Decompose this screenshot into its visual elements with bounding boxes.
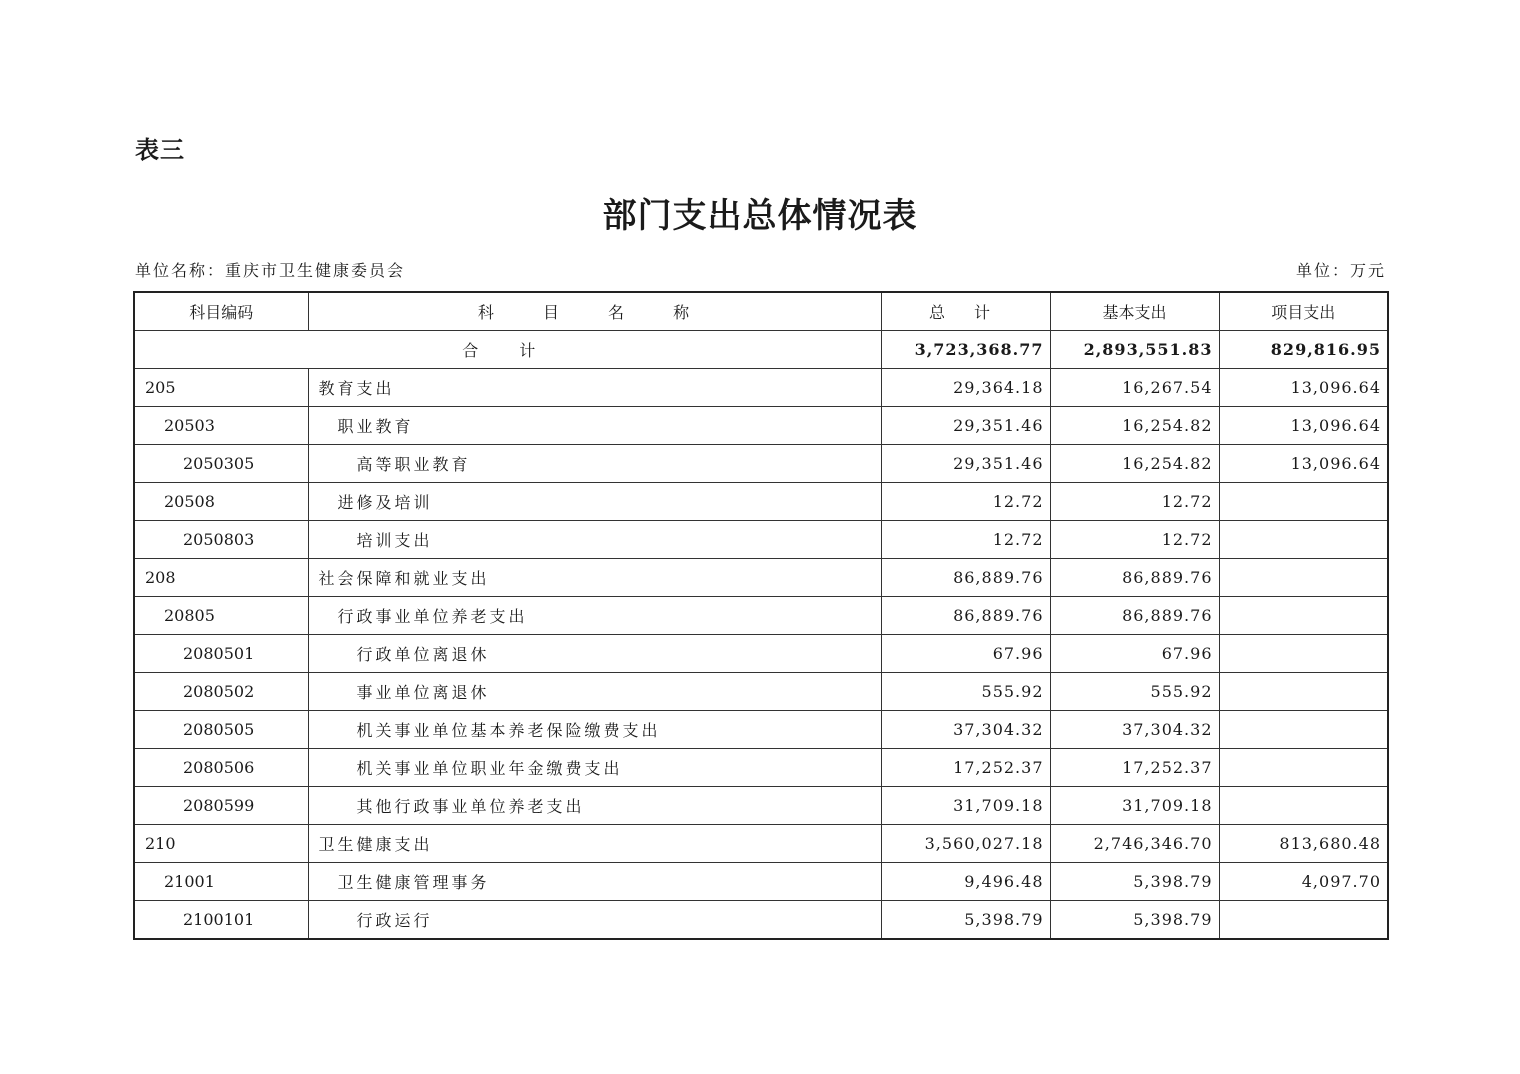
summary-label: 合 计 — [134, 331, 881, 369]
summary-project: 829,816.95 — [1219, 331, 1388, 369]
row-code: 205 — [134, 369, 308, 407]
summary-total: 3,723,368.77 — [881, 331, 1050, 369]
column-header-project: 项目支出 — [1219, 292, 1388, 331]
row-total: 29,351.46 — [881, 445, 1050, 483]
row-code: 2080599 — [134, 787, 308, 825]
table-row — [134, 369, 1388, 407]
row-project — [1219, 901, 1388, 940]
row-project — [1219, 673, 1388, 711]
expenditure-table — [133, 291, 1389, 940]
row-total: 86,889.76 — [881, 559, 1050, 597]
table-row — [134, 787, 1388, 825]
table-row — [134, 483, 1388, 521]
row-project — [1219, 749, 1388, 787]
row-project: 13,096.64 — [1219, 369, 1388, 407]
row-total: 9,496.48 — [881, 863, 1050, 901]
table-row — [134, 635, 1388, 673]
summary-basic: 2,893,551.83 — [1050, 331, 1219, 369]
row-name: 高等职业教育 — [308, 445, 881, 483]
row-total: 29,364.18 — [881, 369, 1050, 407]
row-code: 20503 — [134, 407, 308, 445]
column-header-total: 总 计 — [881, 292, 1050, 331]
row-code: 2080505 — [134, 711, 308, 749]
table-row — [134, 711, 1388, 749]
table-row — [134, 901, 1388, 940]
row-basic: 5,398.79 — [1050, 901, 1219, 940]
row-project — [1219, 559, 1388, 597]
row-basic: 16,267.54 — [1050, 369, 1219, 407]
row-code: 2080506 — [134, 749, 308, 787]
row-basic: 5,398.79 — [1050, 863, 1219, 901]
row-basic: 16,254.82 — [1050, 407, 1219, 445]
row-name: 行政运行 — [308, 901, 881, 940]
row-code: 2080501 — [134, 635, 308, 673]
table-row — [134, 749, 1388, 787]
column-header-name: 科 目 名 称 — [308, 292, 881, 331]
row-basic: 17,252.37 — [1050, 749, 1219, 787]
row-project — [1219, 483, 1388, 521]
row-basic: 12.72 — [1050, 521, 1219, 559]
row-basic: 555.92 — [1050, 673, 1219, 711]
table-row — [134, 407, 1388, 445]
row-name: 其他行政事业单位养老支出 — [308, 787, 881, 825]
row-code: 2050305 — [134, 445, 308, 483]
unit-name-label: 单位名称：重庆市卫生健康委员会 — [135, 261, 406, 280]
row-name: 社会保障和就业支出 — [308, 559, 881, 597]
row-project: 13,096.64 — [1219, 445, 1388, 483]
row-total: 3,560,027.18 — [881, 825, 1050, 863]
row-code: 2080502 — [134, 673, 308, 711]
page-title: 部门支出总体情况表 — [602, 196, 918, 236]
row-basic: 37,304.32 — [1050, 711, 1219, 749]
table-row — [134, 521, 1388, 559]
table-row — [134, 673, 1388, 711]
table-label: 表三 — [135, 136, 185, 164]
table-row — [134, 445, 1388, 483]
row-basic: 86,889.76 — [1050, 559, 1219, 597]
row-total: 5,398.79 — [881, 901, 1050, 940]
row-total: 12.72 — [881, 521, 1050, 559]
column-header-basic: 基本支出 — [1050, 292, 1219, 331]
row-total: 12.72 — [881, 483, 1050, 521]
row-code: 208 — [134, 559, 308, 597]
row-basic: 2,746,346.70 — [1050, 825, 1219, 863]
row-code: 20805 — [134, 597, 308, 635]
row-code: 2100101 — [134, 901, 308, 940]
row-name: 卫生健康管理事务 — [308, 863, 881, 901]
row-total: 31,709.18 — [881, 787, 1050, 825]
row-total: 37,304.32 — [881, 711, 1050, 749]
row-total: 29,351.46 — [881, 407, 1050, 445]
row-total: 555.92 — [881, 673, 1050, 711]
row-project — [1219, 597, 1388, 635]
currency-unit-label: 单位：万元 — [1295, 261, 1386, 280]
row-basic: 86,889.76 — [1050, 597, 1219, 635]
row-name: 培训支出 — [308, 521, 881, 559]
row-name: 卫生健康支出 — [308, 825, 881, 863]
row-project — [1219, 787, 1388, 825]
table-header-row — [134, 292, 1388, 331]
table-row — [134, 597, 1388, 635]
row-name: 进修及培训 — [308, 483, 881, 521]
row-code: 20508 — [134, 483, 308, 521]
row-name: 机关事业单位基本养老保险缴费支出 — [308, 711, 881, 749]
column-header-code: 科目编码 — [134, 292, 308, 331]
row-project — [1219, 711, 1388, 749]
row-total: 67.96 — [881, 635, 1050, 673]
row-project: 4,097.70 — [1219, 863, 1388, 901]
row-total: 86,889.76 — [881, 597, 1050, 635]
row-code: 2050803 — [134, 521, 308, 559]
row-name: 行政单位离退休 — [308, 635, 881, 673]
row-project: 13,096.64 — [1219, 407, 1388, 445]
table-row — [134, 559, 1388, 597]
row-name: 职业教育 — [308, 407, 881, 445]
row-basic: 67.96 — [1050, 635, 1219, 673]
row-name: 行政事业单位养老支出 — [308, 597, 881, 635]
row-name: 机关事业单位职业年金缴费支出 — [308, 749, 881, 787]
row-project — [1219, 635, 1388, 673]
row-basic: 12.72 — [1050, 483, 1219, 521]
row-project — [1219, 521, 1388, 559]
row-name: 事业单位离退休 — [308, 673, 881, 711]
table-row — [134, 863, 1388, 901]
summary-row — [134, 331, 1388, 369]
row-code: 210 — [134, 825, 308, 863]
row-project: 813,680.48 — [1219, 825, 1388, 863]
row-basic: 16,254.82 — [1050, 445, 1219, 483]
row-total: 17,252.37 — [881, 749, 1050, 787]
row-code: 21001 — [134, 863, 308, 901]
row-basic: 31,709.18 — [1050, 787, 1219, 825]
row-name: 教育支出 — [308, 369, 881, 407]
table-row — [134, 825, 1388, 863]
